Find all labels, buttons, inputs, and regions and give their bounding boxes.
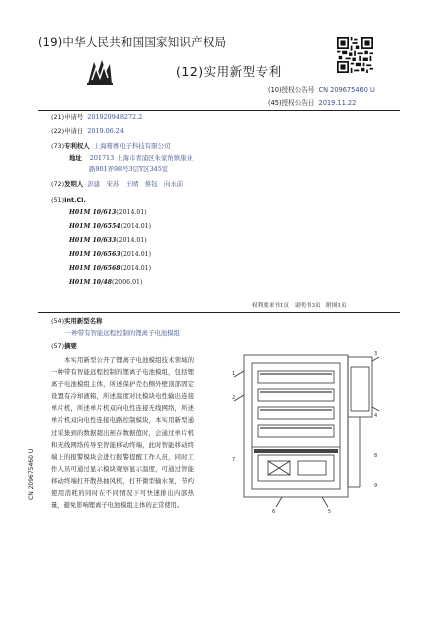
ipc-date: (2014.01) [120, 265, 151, 272]
ipc-item [69, 265, 151, 272]
application-number-row [51, 114, 142, 120]
figure-label: 8 [374, 453, 378, 459]
protective-shell-outline [244, 355, 348, 497]
publication-date-row [268, 97, 356, 107]
office-name: 中华人民共和国国家知识产权局 [62, 35, 227, 49]
ipc-item [69, 237, 147, 244]
int-cl-row [51, 197, 86, 203]
abstract-code: (57) [51, 342, 65, 350]
ipc-date: (2014.01) [120, 223, 151, 230]
coolant-tank-outline [348, 357, 372, 417]
ipc-item [69, 279, 142, 286]
owner-row [51, 143, 170, 149]
inventor-label: 发明人 [64, 180, 84, 188]
filing-date-row [51, 128, 124, 134]
pub-date-value: 2019.11.22 [318, 99, 357, 107]
app-no-value: 201920948272.2 [87, 113, 143, 121]
inventor-row [51, 181, 183, 187]
biblio-divider [38, 312, 400, 313]
ipc-item [69, 209, 147, 216]
abstract-label: 摘要 [64, 342, 77, 350]
figure-label: 5 [328, 509, 332, 515]
app-no-code: (21) [51, 113, 65, 121]
filing-value: 2019.06.24 [87, 127, 124, 135]
ipc-code: H01M 10/6554 [69, 223, 121, 230]
owner-label: 专利权人 [64, 142, 90, 150]
pub-no-label: 授权公告号 [281, 86, 315, 94]
filing-code: (22) [51, 127, 65, 135]
pub-no-code: (10) [268, 86, 282, 94]
figure-label: 7 [232, 457, 236, 463]
abstract-text: 本实用新型公开了锂离子电池模组技术领域的一种带有智能远程控制的锂离子电池模组，包括锂离子电池模组主体，所述保护壳右侧外壁顶部固定设置有冷却液箱，所述温度对比模块电性输出连接单片机，所述单片机双向电性连接无线网络，所述单片机双向电性连接电路控制模块，本实用新型通过采集到的数据超出预存数据值时，会通过单片机和无线网络传导至智能移动终端，此时智能移动终端上的报警模块会进行报警提醒工作人员，同时工作人员可通过显示模块观察显示温度，可通过智能移动终端打开散热抽风机，打开微型输水泵，节约使用消耗的同时在不同情况下可快速排出内部热量，避免影响锂离子电池模组主体的正常使用。 [51, 357, 194, 510]
title-row [51, 318, 102, 324]
address-row [69, 155, 193, 161]
document-type [176, 62, 282, 80]
address-line1: 201713 上海市青浦区朱家角镇康业 [89, 154, 193, 162]
pub-date-code: (45) [268, 99, 282, 107]
figure-label: 3 [374, 351, 378, 357]
ipc-code: H01M 10/48 [69, 279, 112, 286]
figure-label: 2 [232, 395, 236, 401]
inventor-value: 彭建 宋苏 王晴 蔡钰 向永前 [87, 180, 184, 188]
figure-label: 6 [272, 509, 276, 515]
ipc-code: H01M 10/613 [69, 209, 117, 216]
doc-type-code: (12) [176, 64, 204, 79]
ipc-code: H01M 10/633 [69, 237, 117, 244]
owner-value: 上海蓦赛电子科技有限公司 [93, 142, 171, 150]
ipc-date: (2014.01) [116, 237, 147, 244]
qr-code-icon [337, 37, 373, 73]
figure-label: 1 [232, 371, 236, 377]
office-header [38, 34, 226, 50]
owner-code: (73) [51, 142, 65, 150]
ipc-item [69, 223, 151, 230]
side-publication-number: CN 209675460 U [28, 448, 35, 500]
int-cl-code: (51) [51, 196, 65, 204]
patent-office-emblem-icon [84, 56, 116, 88]
address-line2: 路901弄98号3层Y区345室 [89, 165, 169, 173]
int-cl-label: Int.Cl. [64, 196, 86, 204]
publication-number-row [268, 84, 375, 94]
pub-date-label: 授权公告日 [281, 99, 315, 107]
header-divider [38, 110, 400, 111]
app-no-label: 申请号 [64, 113, 84, 121]
filing-label: 申请日 [64, 127, 84, 135]
utility-model-title: 一种带有智能远程控制的锂离子电池模组 [65, 329, 181, 337]
title-label: 实用新型名称 [64, 317, 103, 325]
ipc-date: (2014.01) [120, 251, 151, 258]
office-code: (19) [38, 35, 63, 49]
address-label: 地址 [69, 154, 82, 162]
ipc-date: (2006.01) [111, 279, 143, 286]
ipc-item [69, 251, 151, 258]
doc-type-name: 实用新型专利 [203, 64, 282, 79]
abstract-heading [51, 343, 77, 349]
claims-summary: 权利要求书1页 说明书3页 附图1页 [252, 303, 347, 309]
ipc-code: H01M 10/6563 [69, 251, 121, 258]
ipc-date: (2014.01) [116, 209, 147, 216]
inventor-code: (72) [51, 180, 65, 188]
ipc-code: H01M 10/6568 [69, 265, 121, 272]
figure-label: 9 [374, 483, 378, 489]
pub-no-value: CN 209675460 U [318, 86, 375, 94]
battery-module-drawing [232, 337, 380, 517]
figure-label: 4 [374, 413, 378, 419]
title-code: (54) [51, 317, 65, 325]
